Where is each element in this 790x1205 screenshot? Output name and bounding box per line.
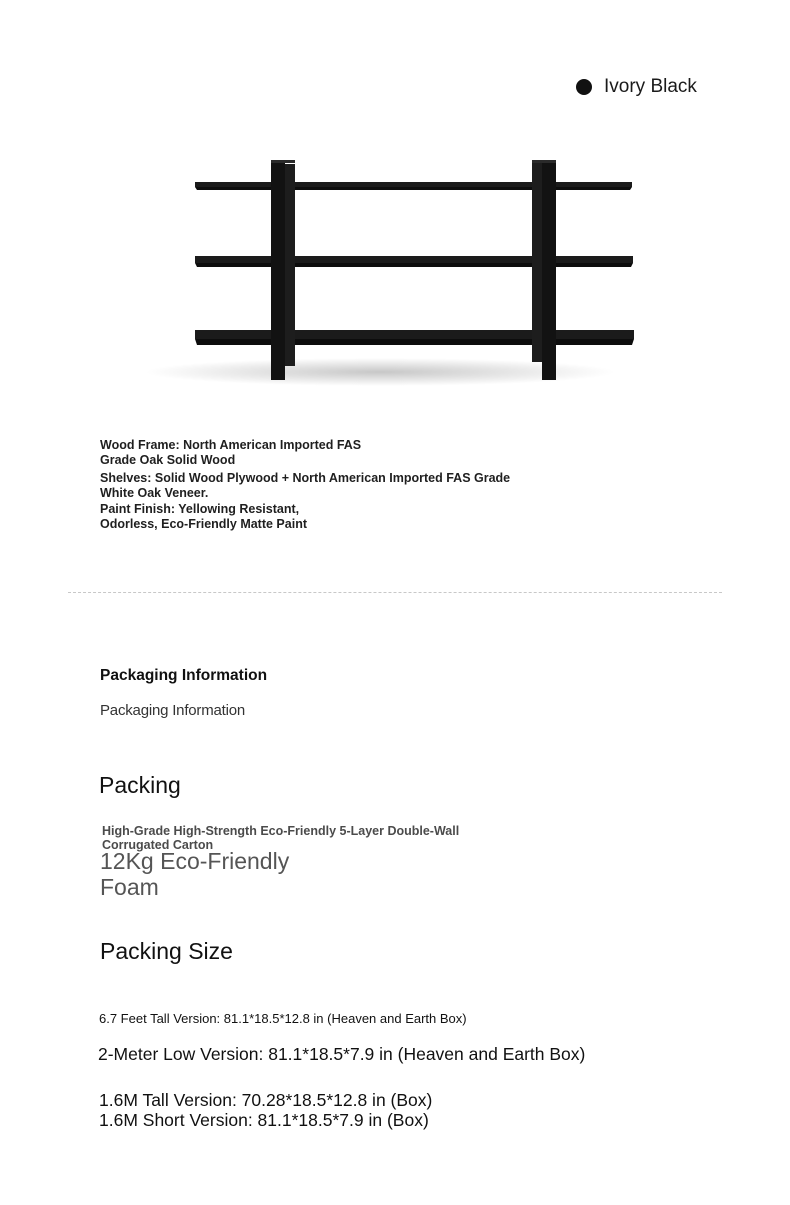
- packing-carton-line1: High-Grade High-Strength Eco-Friendly 5-Layer Double-Wall: [102, 824, 460, 838]
- packaging-title: Packaging Information: [100, 667, 268, 684]
- shelf-top: [195, 182, 632, 190]
- material-shelves-line1: Shelves: Solid Wood Plywood + North American Imported FAS Grade: [100, 471, 511, 485]
- shelf-middle: [195, 256, 633, 267]
- material-shelves-line2: White Oak Veneer.: [100, 486, 209, 500]
- section-divider: [68, 592, 722, 593]
- right-frame: [532, 160, 556, 380]
- packing-size-item: 6.7 Feet Tall Version: 81.1*18.5*12.8 in (Heaven and Earth Box): [99, 1011, 467, 1026]
- color-swatch-dot: [576, 79, 592, 95]
- product-image: [140, 150, 640, 395]
- material-wood-frame-line1: Wood Frame: North American Imported FAS: [100, 438, 362, 452]
- packing-heading: Packing: [99, 772, 181, 798]
- color-option-label: Ivory Black: [604, 76, 697, 97]
- material-paint-line1: Paint Finish: Yellowing Resistant,: [100, 502, 300, 516]
- material-wood-frame: [100, 438, 361, 468]
- packing-size-heading: Packing Size: [100, 938, 233, 964]
- packing-foam-line2: Foam: [100, 874, 159, 900]
- material-wood-frame-line2: Grade Oak Solid Wood: [100, 453, 236, 467]
- packing-size-item: 1.6M Short Version: 81.1*18.5*7.9 in (Box): [99, 1110, 429, 1130]
- packing-size-item: 2-Meter Low Version: 81.1*18.5*7.9 in (Heaven and Earth Box): [98, 1044, 586, 1064]
- left-frame: [271, 160, 295, 380]
- packing-size-item: 1.6M Tall Version: 70.28*18.5*12.8 in (Box): [99, 1090, 433, 1110]
- material-shelves: [100, 471, 510, 501]
- shelf-bottom: [195, 330, 634, 345]
- color-option[interactable]: [576, 72, 697, 102]
- packing-carton-line2: Corrugated Carton: [102, 838, 214, 852]
- packing-foam-line1: 12Kg Eco-Friendly: [100, 848, 290, 874]
- packing-foam: [100, 848, 289, 900]
- material-paint-line2: Odorless, Eco-Friendly Matte Paint: [100, 517, 307, 531]
- packaging-subtitle: Packaging Information: [100, 702, 246, 719]
- material-paint-finish: [100, 502, 307, 532]
